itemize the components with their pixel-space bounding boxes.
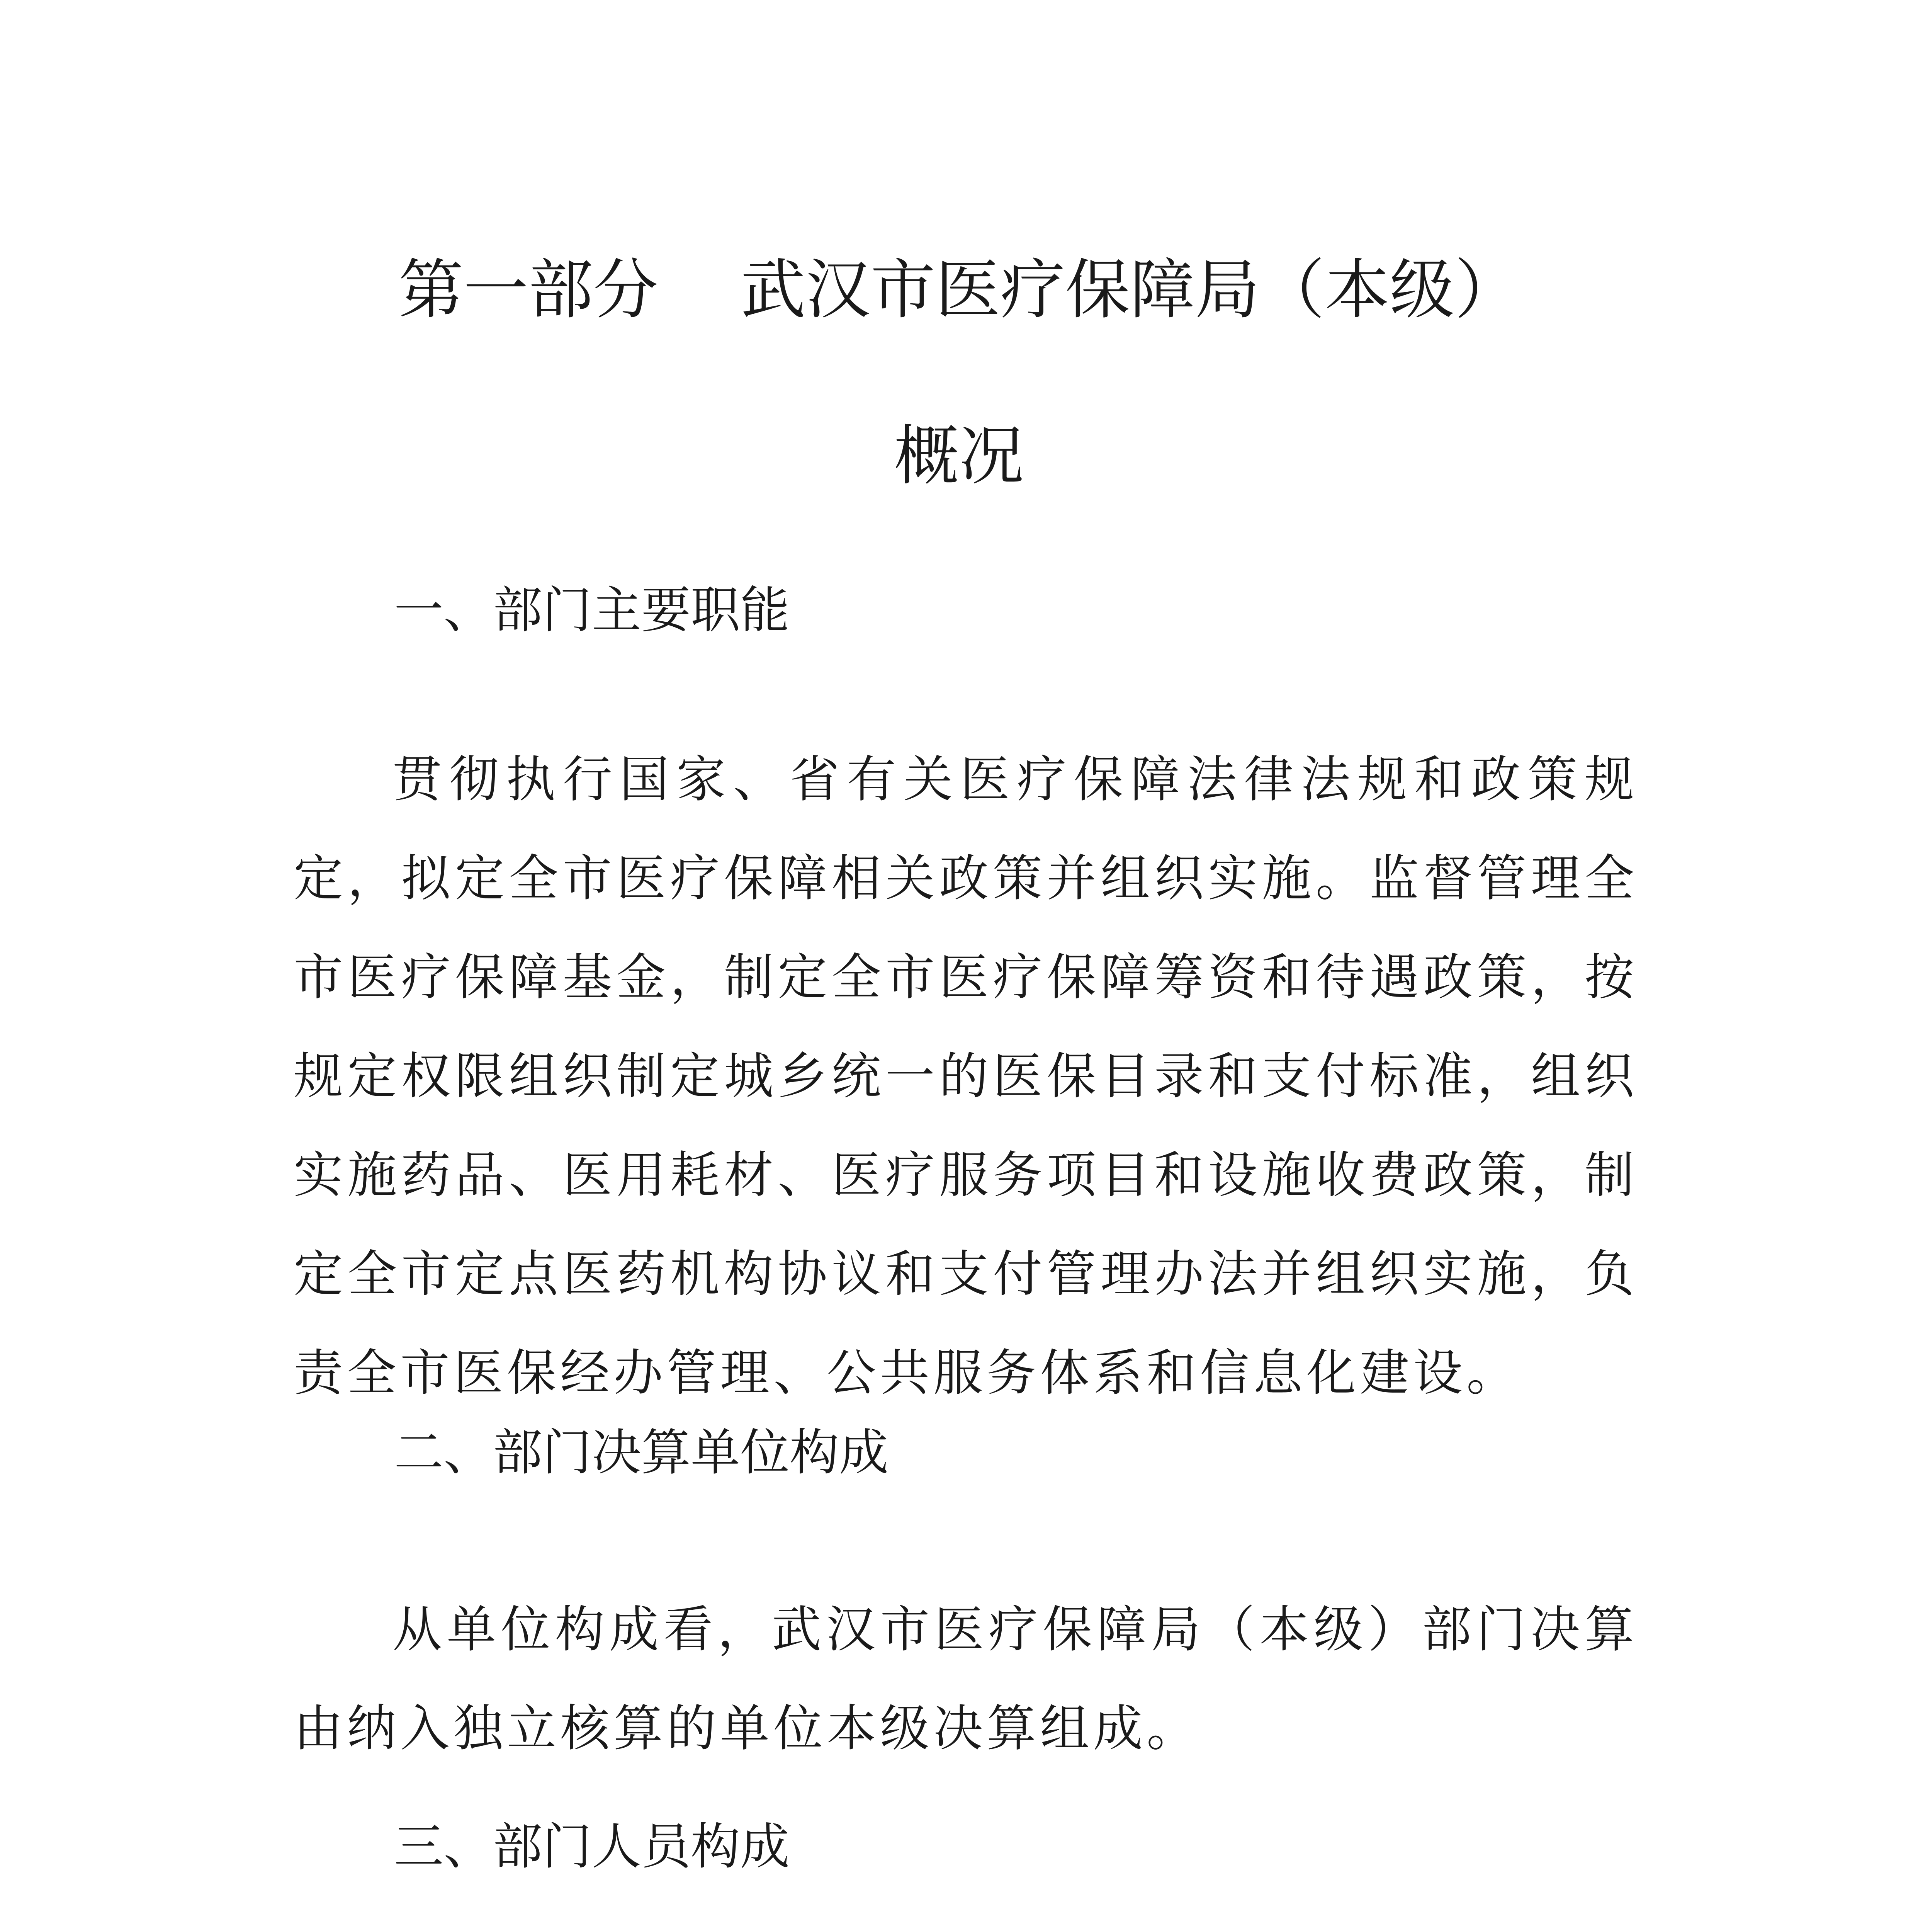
section-heading-staff: 三、部门人员构成 <box>394 1818 790 1876</box>
section-heading-units: 二、部门决算单位构成 <box>394 1424 889 1481</box>
section-body-units: 从单位构成看，武汉市医疗保障局（本级）部门决算由纳入独立核算的单位本级决算组成。 <box>294 1601 1638 1757</box>
section-body-functions: 贯彻执行国家、省有关医疗保障法律法规和政策规定，拟定全市医疗保障相关政策并组织实施。监督管理全市医疗保障基金，制定全市医疗保障筹资和待遇政策，按规定权限组织制定城乡统一的医保目录和支付标准，组织实施药品、医用耗材、医疗服务项目和设施收费政策，制定全市定点医药机构协议和支付管理办法并组织实施，负责全市医保经办管理、公共服务体系和信息化建设。 <box>294 751 1638 1402</box>
document-subtitle: 概况 <box>894 418 1024 494</box>
document-title: 第一部分 武汉市医疗保障局（本级） <box>398 252 1520 328</box>
section-heading-functions: 一、部门主要职能 <box>394 582 790 639</box>
